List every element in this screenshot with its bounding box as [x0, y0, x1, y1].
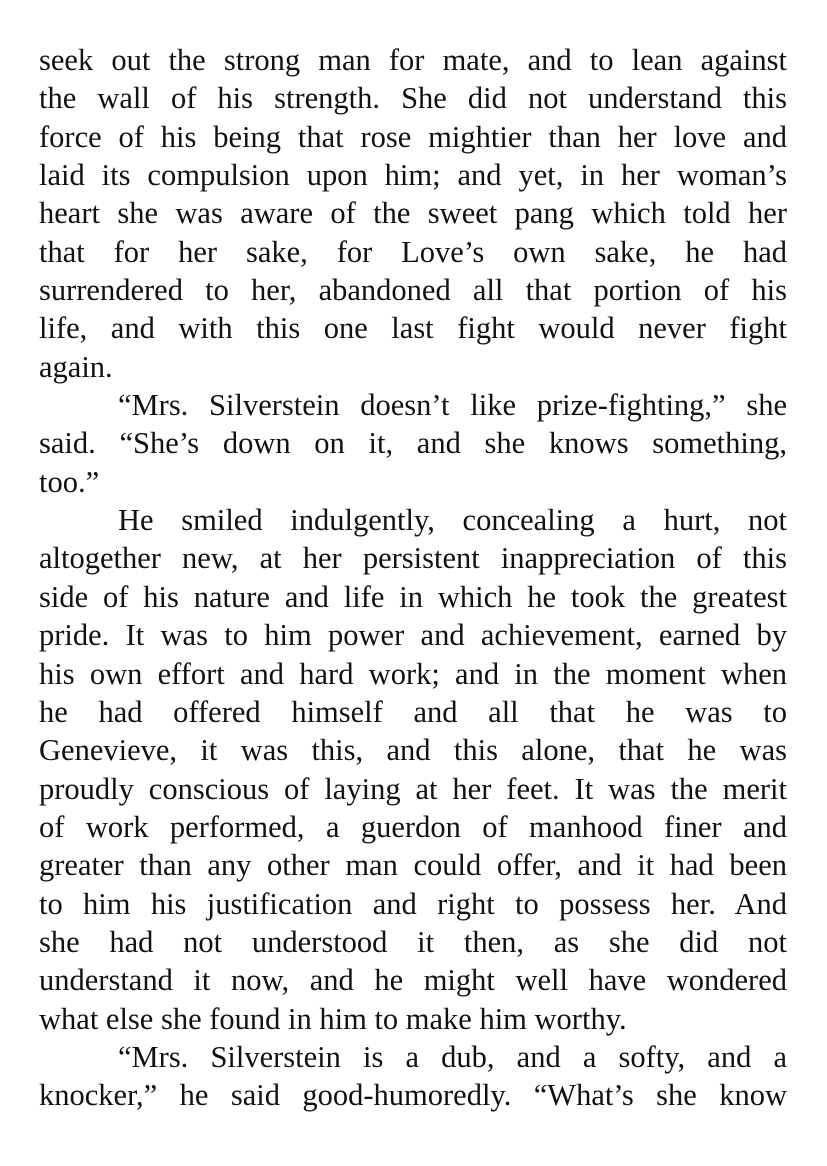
text-line: side of his nature and life in which he took the greatest — [39, 579, 787, 614]
book-page — [39, 41, 787, 1115]
text-line: to him his justification and right to possess her. And — [39, 886, 787, 921]
text-line: life, and with this one last fight would never fight — [39, 311, 787, 346]
text-line: of work performed, a guerdon of manhood finer and — [39, 809, 787, 844]
text-line: the wall of his strength. She did not understand this — [39, 81, 787, 116]
text-line: force of his being that rose mightier than her love and — [39, 119, 787, 154]
text-line: she had not understood it then, as she did not — [39, 924, 787, 959]
text-line: what else she found in him to make him worthy. — [39, 1001, 627, 1036]
text-line: heart she was aware of the sweet pang which told her — [39, 196, 787, 231]
text-line: proudly conscious of laying at her feet. It was the merit — [39, 771, 787, 806]
text-line: pride. It was to him power and achievement, earned by — [39, 618, 787, 653]
text-line: his own effort and hard work; and in the moment when — [39, 656, 787, 691]
paragraph — [39, 386, 787, 501]
paragraph — [39, 501, 787, 1038]
text-line: “Mrs. Silverstein doesn’t like prize-fighting,” she — [118, 388, 787, 423]
paragraph — [39, 41, 787, 386]
text-line: that for her sake, for Love’s own sake, he had — [39, 234, 787, 269]
text-line: greater than any other man could offer, and it had been — [39, 848, 787, 883]
text-line: seek out the strong man for mate, and to lean against — [39, 43, 787, 77]
text-line: again. — [39, 349, 113, 384]
text-line: knocker,” he said good-humoredly. “What’s she know — [39, 1078, 787, 1113]
text-line: laid its compulsion upon him; and yet, in her woman’s — [39, 158, 787, 193]
text-line: said. “She’s down on it, and she knows something, — [39, 426, 787, 461]
text-line: understand it now, and he might well have wondered — [39, 963, 787, 998]
text-line: too.” — [39, 464, 100, 499]
text-line: altogether new, at her persistent inappreciation of this — [39, 541, 787, 576]
text-line: He smiled indulgently, concealing a hurt, not — [118, 503, 787, 538]
text-line: surrendered to her, abandoned all that portion of his — [39, 273, 787, 308]
paragraph — [39, 1038, 787, 1115]
text-line: he had offered himself and all that he was to — [39, 694, 787, 729]
text-line: Genevieve, it was this, and this alone, that he was — [39, 733, 787, 768]
text-line: “Mrs. Silverstein is a dub, and a softy, and a — [118, 1039, 787, 1074]
